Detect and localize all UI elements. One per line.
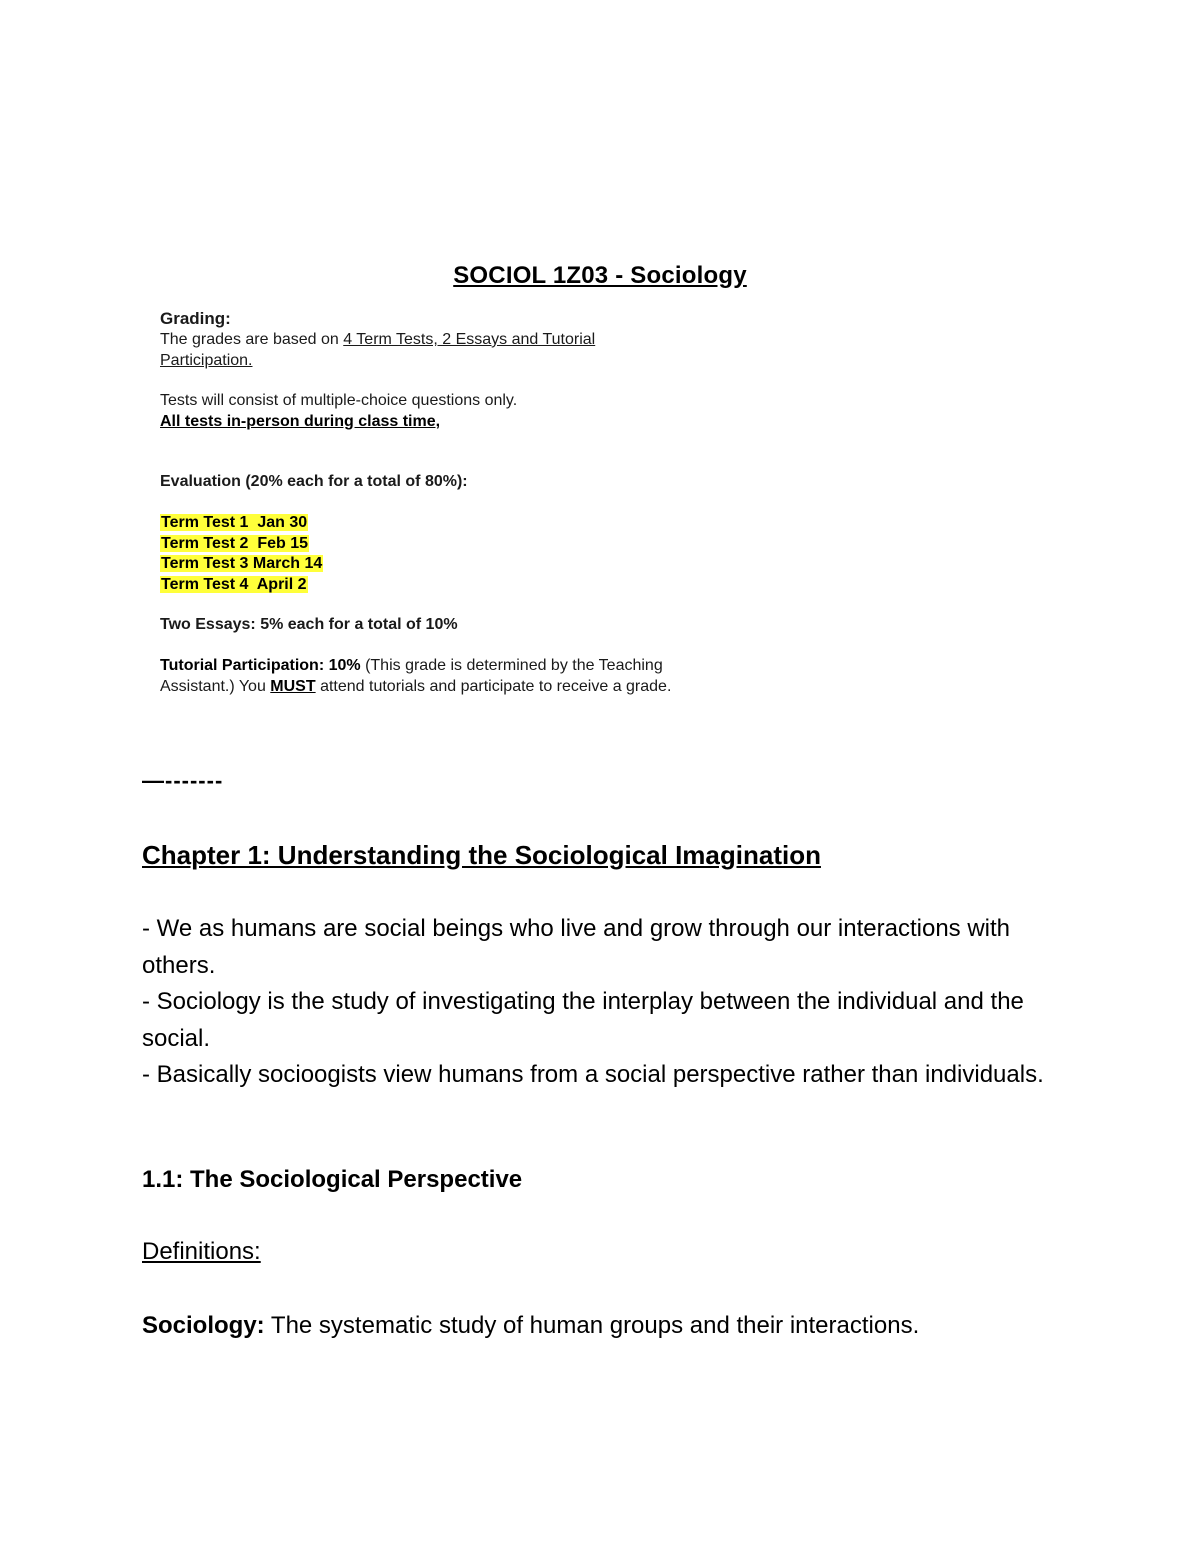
essays-line: Two Essays: 5% each for a total of 10%	[160, 616, 458, 633]
tutorial-label: Tutorial Participation	[160, 657, 319, 674]
evaluation-heading: Evaluation (20% each for a total of 80%):	[160, 473, 468, 490]
bullet-item: - We as humans are social beings who live and grow through our interactions with others.	[142, 915, 1011, 979]
term-test-4: Term Test 4 April 2	[161, 575, 307, 593]
grading-components-cont: Participation.	[160, 351, 253, 369]
tutorial-must: MUST	[270, 677, 316, 695]
chapter-heading: Chapter 1: Understanding the Sociological Imagination	[142, 840, 821, 870]
tutorial-participation	[160, 656, 671, 697]
tests-info	[160, 391, 517, 432]
tutorial-value: : 10%	[318, 657, 361, 674]
tests-inperson-line: All tests in-person during class time,	[160, 412, 441, 430]
grading-components: 4 Term Tests, 2 Essays and Tutorial	[343, 331, 596, 348]
definition-text: The systematic study of human groups and their interactions.	[264, 1312, 920, 1339]
grading-description	[160, 330, 595, 371]
definition-term: Sociology:	[142, 1312, 265, 1339]
tutorial-note: (This grade is determined by the Teaching	[360, 657, 663, 674]
section-heading: 1.1: The Sociological Perspective	[142, 1166, 523, 1193]
term-test-1: Term Test 1 Jan 30	[161, 514, 308, 531]
term-test-2: Term Test 2 Feb 15	[161, 534, 309, 552]
document-title: SOCIOL 1Z03 - Sociology	[453, 262, 747, 289]
definition-entry	[142, 1312, 919, 1340]
chapter-bullets	[142, 911, 1072, 1094]
grading-heading: Grading:	[160, 309, 231, 328]
definitions-label: Definitions:	[142, 1238, 261, 1265]
term-test-3: Term Test 3 March 14	[161, 555, 323, 572]
bullet-item: - Basically socioogists view humans from a social perspective rather than individuals.	[142, 1061, 1044, 1088]
grading-prefix: The grades are based on	[160, 331, 344, 348]
tests-format-line: Tests will consist of multiple-choice questions only.	[160, 392, 518, 409]
tutorial-note-end: attend tutorials and participate to receive a grade.	[315, 677, 672, 695]
tutorial-note-cont: Assistant.) You	[160, 677, 271, 695]
section-separator: —-------	[142, 768, 224, 793]
bullet-item: - Sociology is the study of investigating the interplay between the individual and the social.	[142, 988, 1024, 1052]
term-test-list	[160, 513, 323, 595]
